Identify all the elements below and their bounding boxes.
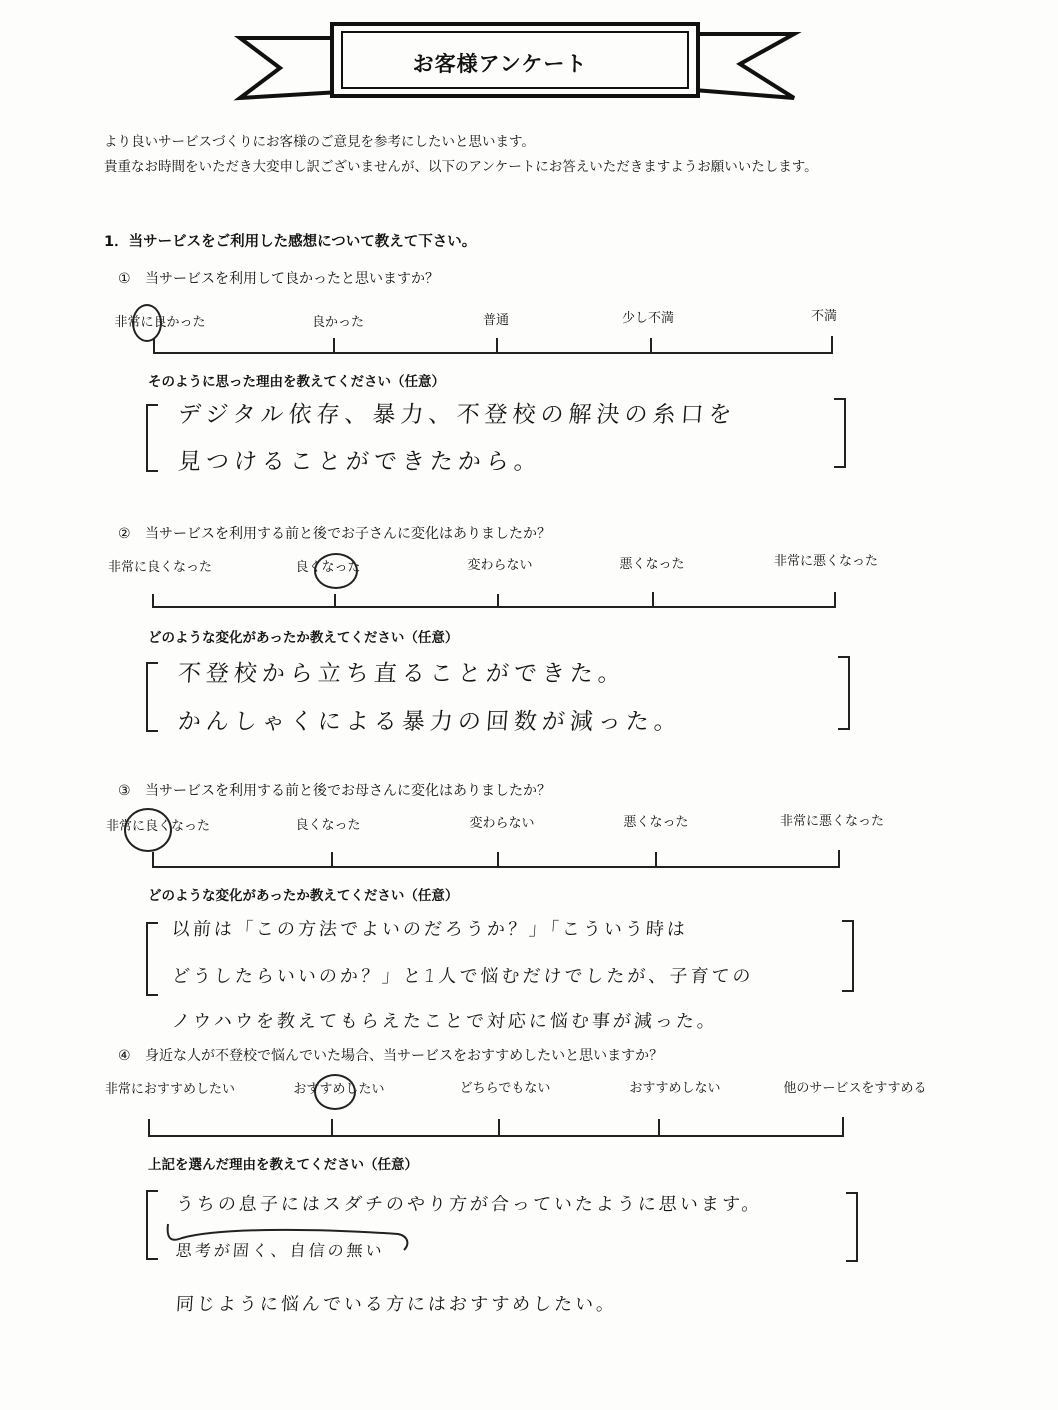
q1-tick — [496, 338, 498, 354]
q3-tick — [331, 852, 333, 868]
q3-option-3[interactable]: 変わらない — [469, 816, 535, 831]
question-2-text: 当サービスを利用する前と後でお子さんに変化はありましたか？ — [145, 526, 552, 542]
question-1 — [118, 268, 439, 288]
question-1-number: ① — [118, 271, 131, 287]
q2-tick — [652, 592, 654, 608]
q2-tick — [834, 592, 836, 608]
q3-right-bracket — [842, 920, 854, 992]
q2-tick — [152, 594, 154, 608]
intro-line-1: より良いサービスづくりにお客様のご意見を参考にしたいと思います。 — [104, 134, 535, 150]
q2-right-bracket — [838, 656, 850, 730]
q4-option-1[interactable]: 非常におすすめしたい — [104, 1082, 236, 1097]
q4-tick — [498, 1119, 500, 1137]
section-1-title: 1．当サービスをご利用した感想について教えて下さい。 — [104, 234, 477, 250]
q2-tick — [497, 594, 499, 608]
q2-left-bracket — [146, 662, 158, 732]
q1-tick — [831, 336, 833, 354]
q3-tick — [497, 852, 499, 868]
intro-line-2: 貴重なお時間をいただき大変申し訳ございませんが、以下のアンケートにお答えいただきますようお願いいたします。 — [104, 159, 818, 175]
question-3 — [118, 780, 551, 800]
q3-tick — [655, 852, 657, 868]
q4-tick — [331, 1119, 333, 1137]
q4-option-5[interactable]: 他のサービスをすすめる — [783, 1081, 927, 1096]
question-2-number: ② — [118, 526, 131, 542]
q3-answer-line-1: 以前は「この方法でよいのだろうか？」「こういう時は — [171, 919, 689, 940]
q3-answer-line-2: どうしたらいいのか？」と1人で悩むだけでしたが、子育ての — [171, 966, 755, 987]
q4-scale-line — [148, 1135, 844, 1137]
q4-selection-circle — [314, 1074, 356, 1110]
question-1-text: 当サービスを利用して良かったと思いますか？ — [145, 271, 440, 287]
q2-scale-line — [152, 606, 836, 608]
q4-sub-prompt: 上記を選んだ理由を教えてください（任意） — [148, 1157, 418, 1173]
q1-scale-line — [153, 352, 833, 354]
q4-option-4[interactable]: おすすめしない — [629, 1081, 721, 1096]
q3-option-1[interactable]: 非常に良くなった — [105, 819, 211, 834]
q4-tick — [842, 1117, 844, 1137]
question-2 — [118, 523, 551, 543]
q3-tick — [152, 852, 154, 868]
question-4 — [118, 1045, 663, 1065]
q2-selection-circle — [314, 553, 358, 589]
q4-answer-line-3: 同じように悩んでいる方にはおすすめしたい。 — [175, 1294, 618, 1315]
q1-sub-prompt: そのように思った理由を教えてください（任意） — [148, 374, 445, 390]
q3-option-5[interactable]: 非常に悪くなった — [779, 814, 885, 829]
q1-tick — [650, 338, 652, 354]
q3-sub-prompt: どのような変化があったか教えてください（任意） — [148, 888, 459, 904]
q1-option-4[interactable]: 少し不満 — [621, 311, 675, 326]
q3-answer-line-3: ノウハウを教えてもらえたことで対応に悩む事が減った。 — [171, 1011, 719, 1032]
q1-left-bracket — [146, 404, 158, 472]
q1-option-5[interactable]: 不満 — [810, 309, 838, 324]
q2-tick — [334, 594, 336, 608]
q1-right-bracket — [834, 398, 846, 468]
q2-option-4[interactable]: 悪くなった — [619, 557, 685, 572]
q3-option-4[interactable]: 悪くなった — [623, 815, 689, 830]
q1-tick — [333, 338, 335, 354]
question-4-number: ④ — [118, 1048, 131, 1064]
q3-selection-circle — [124, 808, 172, 852]
q2-option-5[interactable]: 非常に悪くなった — [773, 554, 879, 569]
q3-scale-line — [152, 866, 840, 868]
q2-option-1[interactable]: 非常に良くなった — [107, 560, 213, 575]
page-title: お客様アンケート — [412, 52, 588, 76]
q4-answer-line-2: 思考が固く、自信の無い — [175, 1241, 386, 1260]
q4-answer-line-1: うちの息子にはスダチのやり方が合っていたように思います。 — [175, 1194, 764, 1215]
q2-option-3[interactable]: 変わらない — [467, 558, 533, 573]
question-3-text: 当サービスを利用する前と後でお母さんに変化はありましたか？ — [145, 783, 552, 799]
q1-option-1[interactable]: 非常に良かった — [114, 315, 206, 330]
q1-answer-line-1: デジタル依存、暴力、不登校の解決の糸口を — [176, 402, 738, 428]
q1-selection-circle — [132, 304, 162, 342]
q2-answer-line-2: かんしゃくによる暴力の回数が減った。 — [176, 709, 683, 735]
q3-tick — [838, 850, 840, 868]
q3-left-bracket — [146, 922, 158, 996]
q4-right-bracket — [846, 1192, 858, 1262]
q2-sub-prompt: どのような変化があったか教えてください（任意） — [148, 630, 459, 646]
question-3-number: ③ — [118, 783, 131, 799]
q4-option-2[interactable]: おすすめしたい — [293, 1082, 385, 1097]
q1-option-3[interactable]: 普通 — [482, 313, 510, 328]
q1-answer-line-2: 見つけることができたから。 — [176, 449, 543, 475]
q4-option-3[interactable]: どちらでもない — [459, 1081, 551, 1096]
q4-tick — [148, 1119, 150, 1137]
q1-option-2[interactable]: 良かった — [311, 315, 365, 330]
q1-tick — [153, 338, 155, 354]
q2-option-2[interactable]: 良くなった — [295, 560, 361, 575]
q2-answer-line-1: 不登校から立ち直ることができた。 — [176, 661, 627, 687]
q4-left-bracket — [146, 1190, 158, 1260]
question-4-text: 身近な人が不登校で悩んでいた場合、当サービスをおすすめしたいと思いますか？ — [145, 1048, 664, 1064]
q3-option-2[interactable]: 良くなった — [295, 818, 361, 833]
q4-tick — [658, 1119, 660, 1137]
